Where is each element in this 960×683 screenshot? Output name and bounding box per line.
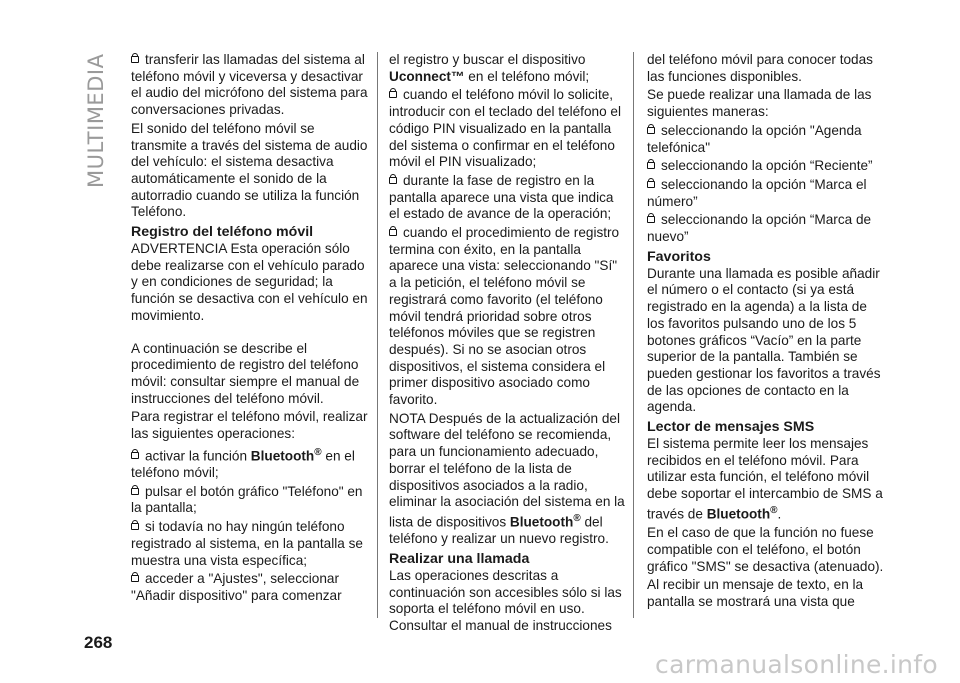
- column-divider-1: [377, 52, 378, 618]
- note-paragraph: NOTA Después de la actualización del software del teléfono se recomienda, para un funcionamiento adecuado, borrar el teléfono de la lista de dispositivos asociados a la radio, eliminar la asociación del sistema en la lista de dispositivos Bluetooth® del teléfono y realizar un nuevo registro.: [389, 410, 625, 547]
- bullet-item: seleccionando la opción "Agenda telefónica": [647, 122, 862, 155]
- bullet-icon: [647, 181, 657, 189]
- section-heading: Favoritos: [647, 248, 711, 265]
- bullet-item: cuando el procedimiento de registro termina con éxito, en la pantalla aparece una vista: seleccionando "Sí" a la petición, el teléfono móvil se registrará como favorito (el teléfono móvil tendrá prioridad sobre otros teléfonos móviles que se registren después). Si no se asocian otros dispositivos, el sistema considera el primer dispositivo asociado como favorito.: [389, 225, 620, 408]
- paragraph: del teléfono móvil para conocer todas las funciones disponibles.: [647, 52, 873, 84]
- section-heading: Lector de mensajes SMS: [647, 419, 815, 436]
- bullet-item: activar la función Bluetooth® en el teléfono móvil;: [131, 446, 355, 480]
- bullet-item: transferir las llamadas del sistema al teléfono móvil y viceversa y desactivar el audio del micrófono del sistema para conversaciones privadas.: [131, 52, 368, 118]
- paragraph: El sonido del teléfono móvil se transmite a través del sistema de audio del vehículo: el sistema desactiva automáticamente el sonido de la autorradio cuando se utiliza la función Teléfono.: [131, 120, 368, 220]
- paragraph: En el caso de que la función no fuese compatible con el teléfono, el botón gráfico "SMS" se desactiva (atenuado).: [647, 525, 884, 574]
- paragraph: Al recibir un mensaje de texto, en la pantalla se mostrará una vista que: [647, 577, 864, 609]
- bullet-icon: [131, 488, 141, 496]
- bullet-item: cuando el teléfono móvil lo solicite, introducir con el teclado del teléfono el código PIN visualizado en la pantalla del sistema o confirmar en el teléfono móvil el PIN visualizado;: [389, 87, 621, 170]
- bullet-icon: [647, 162, 657, 170]
- bullet-icon: [647, 127, 657, 135]
- paragraph: Para registrar el teléfono móvil, realizar las siguientes operaciones:: [131, 409, 368, 442]
- bullet-item: si todavía no hay ningún teléfono registrado al sistema, en la pantalla se muestra una vista específica;: [131, 519, 363, 568]
- column-2: [389, 52, 627, 637]
- bullet-item: seleccionando la opción “Marca de nuevo”: [647, 212, 872, 245]
- watermark: carmanualsonline.info: [655, 650, 938, 679]
- bullet-item: acceder a "Ajustes", seleccionar "Añadir dispositivo" para comenzar: [131, 571, 342, 603]
- bullet-icon: [131, 56, 141, 64]
- section-heading: Realizar una llamada: [389, 550, 530, 567]
- page-number: 268: [84, 633, 113, 652]
- paragraph: el registro y buscar el dispositivo Uconnect™ en el teléfono móvil;: [389, 52, 590, 84]
- column-3: [647, 52, 885, 613]
- bullet-icon: [131, 452, 141, 460]
- paragraph: A continuación se describe el procedimiento de registro del teléfono móvil: consultar siempre el manual de instrucciones del teléfono móvil.: [131, 340, 360, 406]
- warning-paragraph: ADVERTENCIA Esta operación sólo debe realizarse con el vehículo parado y en condiciones de seguridad; la función se desactiva con el vehículo en movimiento.: [131, 241, 368, 323]
- bullet-icon: [131, 523, 141, 531]
- bullet-icon: [389, 91, 399, 99]
- bullet-icon: [389, 177, 399, 185]
- section-label: MULTIMEDIA: [84, 53, 108, 188]
- paragraph: Se puede realizar una llamada de las siguientes maneras:: [647, 87, 872, 120]
- bullet-icon: [389, 229, 399, 237]
- bullet-item: seleccionando la opción “Reciente”: [647, 158, 885, 175]
- bullet-icon: [131, 575, 141, 583]
- bullet-item: durante la fase de registro en la pantalla aparece una vista que indica el estado de avance de la operación;: [389, 172, 614, 222]
- bullet-item: pulsar el botón gráfico "Teléfono" en la pantalla;: [131, 483, 363, 516]
- section-heading: Registro del teléfono móvil: [131, 224, 314, 241]
- column-divider-2: [633, 52, 634, 618]
- paragraph: Las operaciones descritas a continuación son accesibles sólo si las soporta el teléfono móvil en uso. Consultar el manual de instrucciones: [389, 567, 622, 634]
- paragraph: El sistema permite leer los mensajes recibidos en el teléfono móvil. Para utilizar esta función, el teléfono móvil debe soportar el intercambio de SMS a través de Bluetooth®.: [647, 436, 883, 522]
- paragraph: Durante una llamada es posible añadir el número o el contacto (si ya está registrado en la agenda) a la lista de los favoritos pulsando uno de los 5 botones gráficos “Vacío” en la parte superior de la pantalla. También se pueden gestionar los favoritos a través de las opciones de contacto en la agenda.: [647, 265, 881, 415]
- bullet-item: seleccionando la opción “Marca el número”: [647, 176, 867, 209]
- bullet-icon: [647, 216, 657, 224]
- column-1: [131, 52, 369, 607]
